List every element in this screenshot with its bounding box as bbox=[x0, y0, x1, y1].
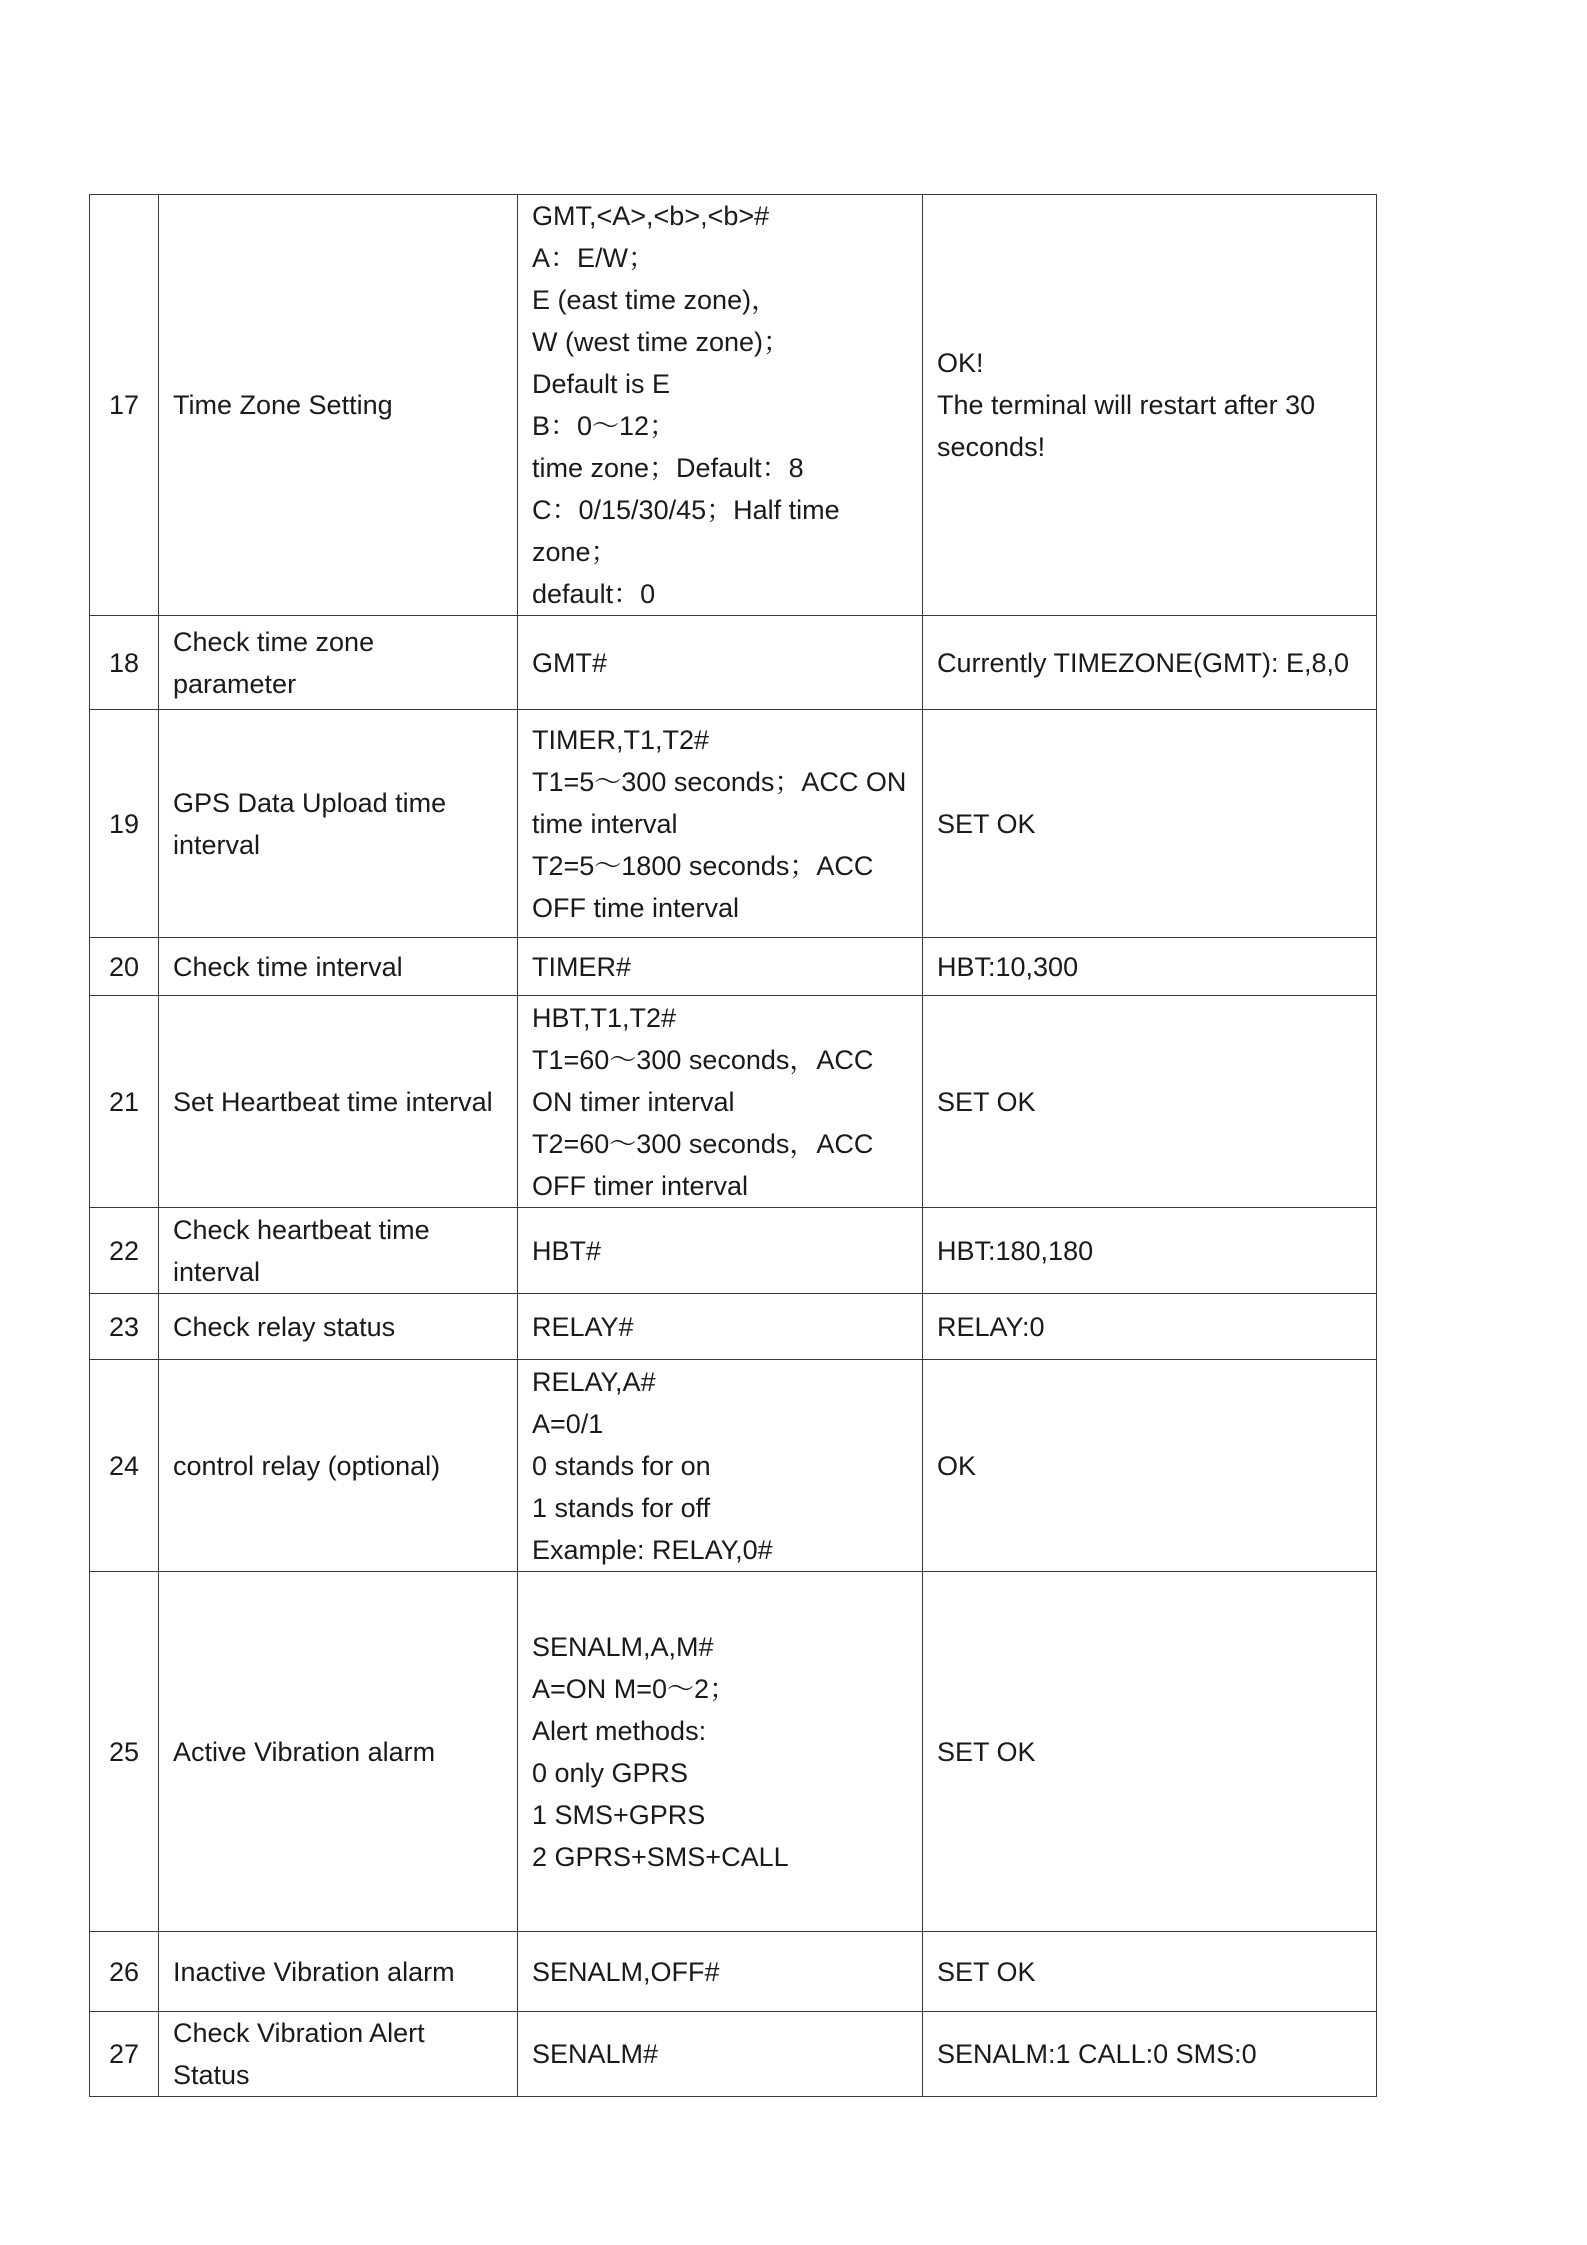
reply-cell bbox=[923, 1294, 1377, 1360]
reply-line: RELAY:0 bbox=[937, 1311, 1045, 1342]
command-cell bbox=[518, 195, 923, 616]
command-line: T1=60～300 seconds，ACC ON timer interval bbox=[532, 1044, 874, 1117]
command-line: A=0/1 bbox=[532, 1408, 604, 1439]
reply-line: SET OK bbox=[937, 808, 1036, 839]
command-line: Alert methods: bbox=[532, 1715, 707, 1746]
command-cell bbox=[518, 1360, 923, 1572]
command-line: 2 GPRS+SMS+CALL bbox=[532, 1841, 789, 1872]
row-number: 17 bbox=[90, 195, 159, 616]
function-name: Check heartbeat time interval bbox=[159, 1208, 518, 1294]
row-number: 20 bbox=[90, 938, 159, 996]
table-row bbox=[90, 710, 1377, 938]
table-row bbox=[90, 1932, 1377, 2012]
command-line: default：0 bbox=[532, 579, 656, 609]
command-line: HBT,T1,T2# bbox=[532, 1002, 677, 1033]
command-line: TIMER# bbox=[532, 951, 632, 982]
row-number: 25 bbox=[90, 1572, 159, 1932]
table-row bbox=[90, 616, 1377, 710]
command-line: T2=5～1800 seconds；ACC OFF time interval bbox=[532, 850, 874, 923]
command-line: SENALM# bbox=[532, 2039, 659, 2069]
command-cell bbox=[518, 1932, 923, 2012]
reply-cell bbox=[923, 2012, 1377, 2097]
reply-cell bbox=[923, 938, 1377, 996]
row-number: 27 bbox=[90, 2012, 159, 2097]
table-row bbox=[90, 1360, 1377, 1572]
row-number: 21 bbox=[90, 996, 159, 1208]
command-table-body bbox=[90, 195, 1377, 2097]
function-name: Check Vibration Alert Status bbox=[159, 2012, 518, 2097]
reply-line: OK! bbox=[937, 348, 984, 378]
command-line: RELAY,A# bbox=[532, 1366, 656, 1397]
command-line: HBT# bbox=[532, 1235, 602, 1266]
function-name: Check relay status bbox=[159, 1294, 518, 1360]
command-line: GMT,<A>,<b>,<b># bbox=[532, 201, 770, 231]
reply-cell bbox=[923, 1208, 1377, 1294]
row-number: 18 bbox=[90, 616, 159, 710]
command-line: A=ON M=0～2； bbox=[532, 1673, 737, 1704]
command-cell bbox=[518, 1294, 923, 1360]
command-line: B：0～12； bbox=[532, 411, 677, 441]
function-name: control relay (optional) bbox=[159, 1360, 518, 1572]
command-line: T2=60～300 seconds，ACC OFF timer interval bbox=[532, 1128, 874, 1201]
function-name: Inactive Vibration alarm bbox=[159, 1932, 518, 2012]
command-cell bbox=[518, 1208, 923, 1294]
row-number: 19 bbox=[90, 710, 159, 938]
command-line: 0 stands for on bbox=[532, 1450, 711, 1481]
reply-line: HBT:10,300 bbox=[937, 951, 1079, 982]
command-table bbox=[89, 194, 1377, 2097]
reply-cell bbox=[923, 710, 1377, 938]
table-row bbox=[90, 996, 1377, 1208]
command-line: TIMER,T1,T2# bbox=[532, 724, 710, 755]
reply-cell bbox=[923, 996, 1377, 1208]
reply-line: SENALM:1 CALL:0 SMS:0 bbox=[937, 2039, 1257, 2069]
command-cell bbox=[518, 616, 923, 710]
command-cell bbox=[518, 938, 923, 996]
reply-line: SET OK bbox=[937, 1956, 1036, 1987]
reply-cell bbox=[923, 1572, 1377, 1932]
command-line: 0 only GPRS bbox=[532, 1757, 689, 1788]
command-line: SENALM,A,M# bbox=[532, 1631, 714, 1662]
function-name: Check time zone parameter bbox=[159, 616, 518, 710]
command-line: E (east time zone)， bbox=[532, 285, 779, 315]
command-line: GMT# bbox=[532, 647, 608, 678]
reply-line: SET OK bbox=[937, 1086, 1036, 1117]
reply-line: SET OK bbox=[937, 1736, 1036, 1767]
command-cell bbox=[518, 996, 923, 1208]
reply-line: Currently TIMEZONE(GMT): E,8,0 bbox=[937, 647, 1350, 678]
reply-line: HBT:180,180 bbox=[937, 1235, 1094, 1266]
command-line: T1=5～300 seconds；ACC ON time interval bbox=[532, 766, 907, 839]
table-row bbox=[90, 2012, 1377, 2097]
row-number: 24 bbox=[90, 1360, 159, 1572]
function-name: Set Heartbeat time interval bbox=[159, 996, 518, 1208]
reply-cell bbox=[923, 195, 1377, 616]
command-line: A：E/W； bbox=[532, 243, 656, 273]
command-line: 1 SMS+GPRS bbox=[532, 1799, 706, 1830]
table-row bbox=[90, 195, 1377, 616]
command-line: RELAY# bbox=[532, 1311, 634, 1342]
table-row bbox=[90, 1208, 1377, 1294]
command-line: SENALM,OFF# bbox=[532, 1956, 720, 1987]
reply-cell bbox=[923, 1932, 1377, 2012]
command-line: 1 stands for off bbox=[532, 1492, 711, 1523]
function-name: Time Zone Setting bbox=[159, 195, 518, 616]
table-row bbox=[90, 938, 1377, 996]
row-number: 22 bbox=[90, 1208, 159, 1294]
reply-line: OK bbox=[937, 1450, 977, 1481]
row-number: 23 bbox=[90, 1294, 159, 1360]
function-name: GPS Data Upload time interval bbox=[159, 710, 518, 938]
command-cell bbox=[518, 2012, 923, 2097]
reply-cell bbox=[923, 1360, 1377, 1572]
table-row bbox=[90, 1572, 1377, 1932]
command-line: Default is E bbox=[532, 369, 671, 399]
row-number: 26 bbox=[90, 1932, 159, 2012]
command-line: Example: RELAY,0# bbox=[532, 1534, 773, 1565]
table-row bbox=[90, 1294, 1377, 1360]
command-line: W (west time zone)； bbox=[532, 327, 791, 357]
reply-line: The terminal will restart after 30 seconds! bbox=[937, 390, 1316, 462]
command-cell bbox=[518, 1572, 923, 1932]
reply-cell bbox=[923, 616, 1377, 710]
command-line: time zone；Default：8 bbox=[532, 453, 804, 483]
function-name: Check time interval bbox=[159, 938, 518, 996]
command-line: C：0/15/30/45；Half time zone； bbox=[532, 495, 840, 567]
function-name: Active Vibration alarm bbox=[159, 1572, 518, 1932]
command-cell bbox=[518, 710, 923, 938]
